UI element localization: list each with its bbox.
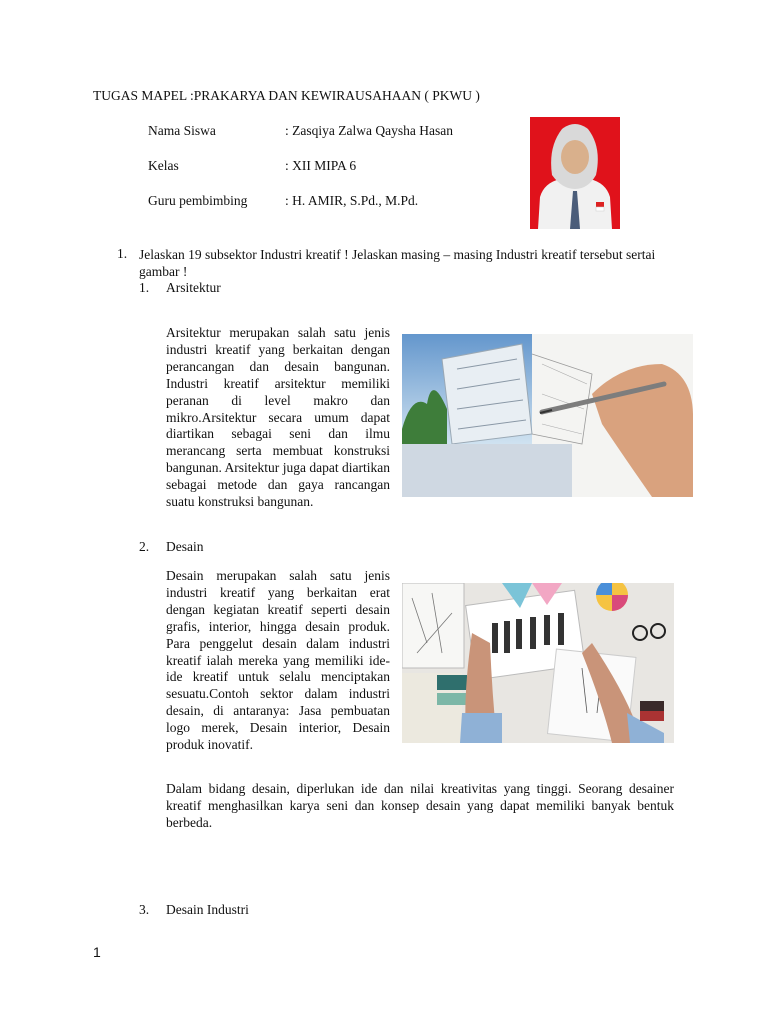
question-text: Jelaskan 19 subsektor Industri kreatif ! Jelaskan masing – masing Industri kreatif tersebut sertai gambar ! — [139, 247, 656, 279]
name-label: Nama Siswa — [148, 123, 216, 138]
teacher-label: Guru pembimbing — [148, 193, 248, 208]
section-number: 1. — [139, 280, 150, 295]
section-title: Desain Industri — [166, 902, 249, 917]
document-title: TUGAS MAPEL :PRAKARYA DAN KEWIRAUSAHAAN ( PKWU ) — [93, 88, 480, 103]
question-number: 1. — [117, 246, 128, 261]
teacher-value: : H. AMIR, S.Pd., M.Pd. — [285, 193, 419, 208]
section-title: Arsitektur — [166, 280, 221, 295]
class-label: Kelas — [148, 158, 179, 173]
section-paragraph: Desain merupakan salah satu jenis industri kreatif yang berkaitan erat dengan kegiatan kreatif seperti desain grafis, interior, hingga desain produk. Para penggelut desain dalam industri kreatif ialah mereka yang memiliki ide-ide kreatif untuk selalu menciptakan sesuatu.Contoh sektor dalam industri desain, di antaranya: Jasa pembuatan logo merek, Desain interior, Desain produk inovatif. — [166, 568, 390, 753]
name-value: : Zasqiya Zalwa Qaysha Hasan — [285, 123, 453, 138]
section-number: 3. — [139, 902, 150, 917]
section-title: Desain — [166, 539, 204, 554]
section-number: 2. — [139, 539, 150, 554]
architecture-image — [402, 334, 693, 497]
student-photo — [530, 117, 620, 229]
section-paragraph: Arsitektur merupakan salah satu jenis industri kreatif yang berkaitan dengan perancangan dan desain bangunan. Industri kreatif arsitektur memiliki peranan di level makro dan mikro.Arsitektur secara umum dapat diartikan sebagai seni dan ilmu merancang serta membuat konstruksi bangunan. Arsitektur juga dapat diartikan sebagai metode dan gaya rancangan suatu konstruksi bangunan. — [166, 325, 390, 510]
page-number: 1 — [93, 944, 101, 960]
class-value: : XII MIPA 6 — [285, 158, 357, 173]
section-paragraph-2: Dalam bidang desain, diperlukan ide dan nilai kreativitas yang tinggi. Seorang desainer kreatif menghasilkan karya seni dan konsep desain yang dapat memiliki banyak bentuk berbeda. — [166, 781, 674, 830]
design-image — [402, 583, 674, 743]
